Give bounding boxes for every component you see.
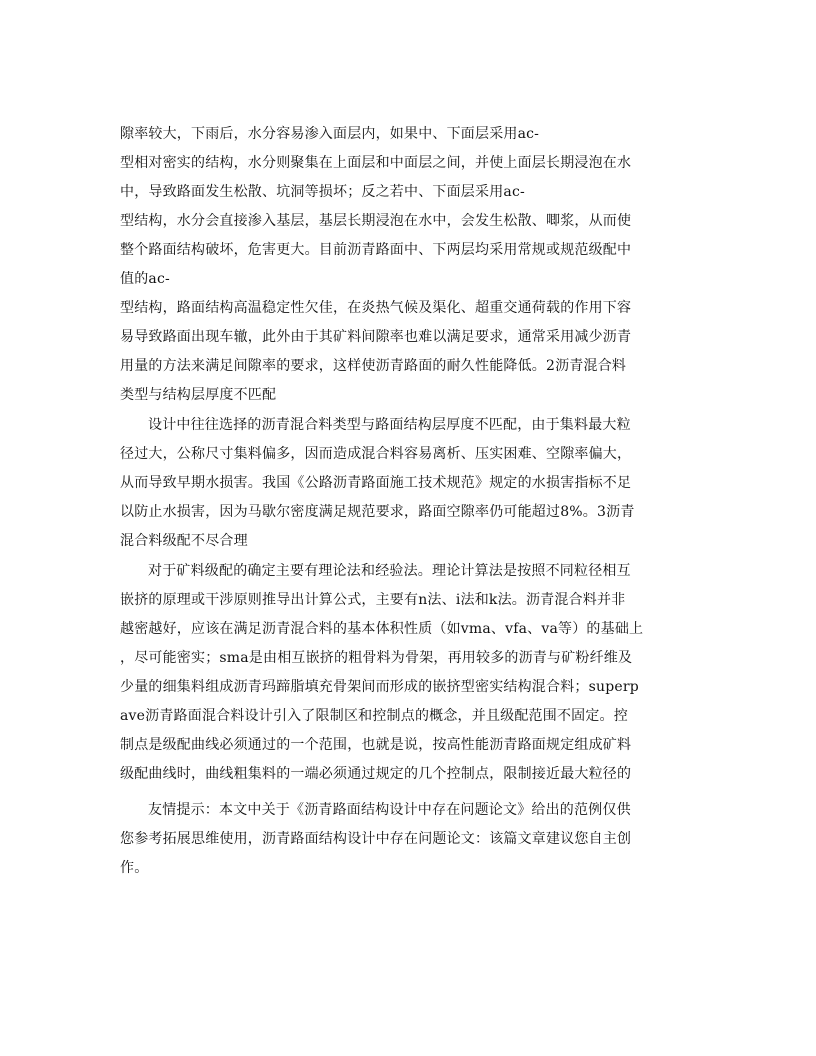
paragraph-1-line-8: 易导致路面出现车辙，此外由于其矿料间隙率也难以满足要求，通常采用减少沥青 bbox=[120, 329, 632, 345]
paragraph-3-line-6: ave沥青路面混合料设计引入了限制区和控制点的概念，并且级配范围不固定。控 bbox=[120, 708, 628, 724]
paragraph-2-line-1: 设计中往往选择的沥青混合料类型与路面结构层厚度不匹配，由于集料最大粒 bbox=[148, 417, 631, 433]
paragraph-1-line-5: 整个路面结构破坏，危害更大。目前沥青路面中、下两层均采用常规或规范级配中 bbox=[120, 242, 632, 258]
paragraph-1-line-4: 型结构，水分会直接渗入基层，基层长期浸泡在水中，会发生松散、唧浆，从而使 bbox=[120, 213, 632, 229]
paragraph-3-line-4: ，尽可能密实；sma是由相互嵌挤的粗骨料为骨架，再用较多的沥青与矿粉纤维及 bbox=[120, 650, 633, 666]
paragraph-3-line-8: 级配曲线时，曲线粗集料的一端必须通过规定的几个控制点，限制接近最大粒径的 bbox=[120, 766, 632, 782]
paragraph-2-line-4: 以防止水损害，因为马歇尔密度满足规范要求，路面空隙率仍可能超过8%。3沥青 bbox=[120, 504, 635, 520]
paragraph-2-line-3: 从而导致早期水损害。我国《公路沥青路面施工技术规范》规定的水损害指标不足 bbox=[120, 475, 632, 491]
paragraph-4-line-1: 友情提示：本文中关于《沥青路面结构设计中存在问题论文》给出的范例仅供 bbox=[148, 802, 631, 818]
paragraph-1-line-3: 中，导致路面发生松散、坑洞等损坏；反之若中、下面层采用ac- bbox=[120, 184, 525, 200]
paragraph-4-line-2: 您参考拓展思维使用，沥青路面结构设计中存在问题论文：该篇文章建议您自主创 bbox=[120, 831, 632, 847]
paragraph-3-line-3: 越密越好，应该在满足沥青混合料的基本体积性质（如vma、vfa、va等）的基础上 bbox=[120, 621, 644, 637]
paragraph-3-line-7: 制点是级配曲线必须通过的一个范围，也就是说，按高性能沥青路面规定组成矿料 bbox=[120, 737, 632, 753]
paragraph-1-line-7: 型结构，路面结构高温稳定性欠佳，在炎热气候及渠化、超重交通荷载的作用下容 bbox=[120, 300, 632, 316]
paragraph-3-line-5: 少量的细集料组成沥青玛蹄脂填充骨架间而形成的嵌挤型密实结构混合料；superp bbox=[120, 679, 639, 695]
paragraph-1-line-9: 用量的方法来满足间隙率的要求，这样使沥青路面的耐久性能降低。2沥青混合料 bbox=[120, 358, 627, 374]
paragraph-4-line-3: 作。 bbox=[120, 860, 149, 876]
paragraph-2-line-2: 径过大，公称尺寸集料偏多，因而造成混合料容易离析、压实困难、空隙率偏大， bbox=[120, 446, 632, 462]
paragraph-3-line-2: 嵌挤的原理或干涉原则推导出计算公式，主要有n法、i法和k法。沥青混合料并非 bbox=[120, 592, 626, 608]
paragraph-1-line-6: 值的ac- bbox=[120, 271, 170, 287]
paragraph-1-line-10: 类型与结构层厚度不匹配 bbox=[120, 387, 277, 403]
paragraph-2-line-5: 混合料级配不尽合理 bbox=[120, 533, 248, 549]
paragraph-1-line-2: 型相对密实的结构，水分则聚集在上面层和中面层之间，并使上面层长期浸泡在水 bbox=[120, 155, 632, 171]
paragraph-3-line-1: 对于矿料级配的确定主要有理论法和经验法。理论计算法是按照不同粒径相互 bbox=[148, 563, 631, 579]
paragraph-1-line-1: 隙率较大，下雨后，水分容易渗入面层内，如果中、下面层采用ac- bbox=[120, 126, 540, 142]
